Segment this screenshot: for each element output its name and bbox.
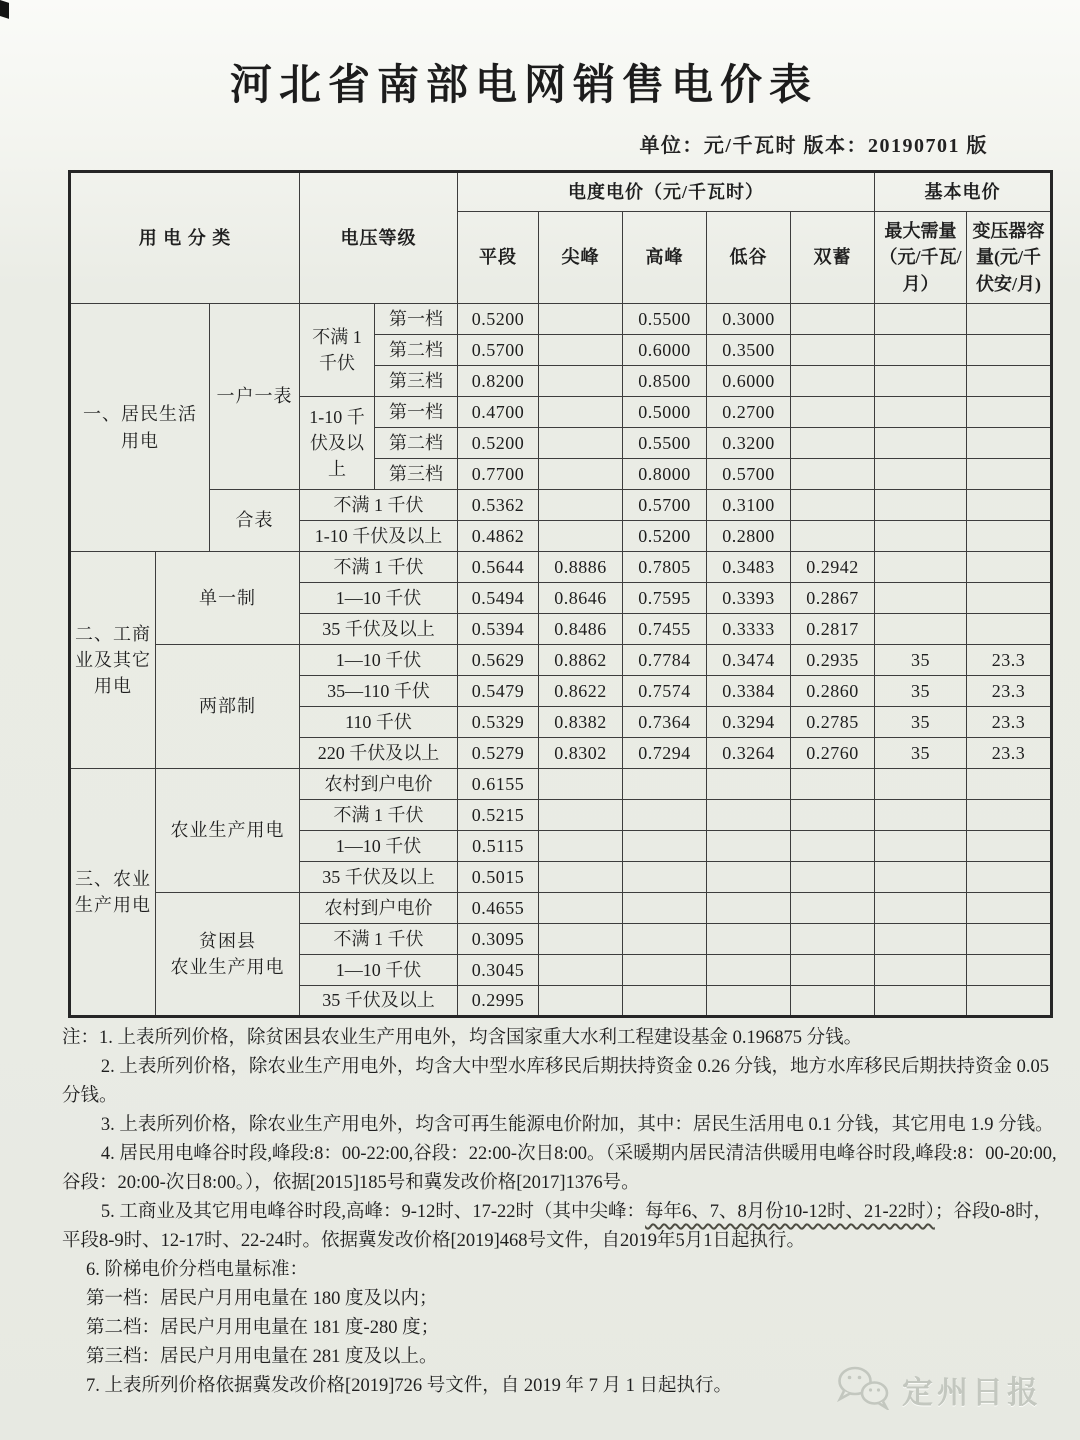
price-max-demand: 35: [875, 738, 967, 769]
scan-corner-artifact: [0, 0, 9, 19]
empty-cell: [967, 304, 1052, 335]
price-flat: 0.5700: [458, 335, 539, 366]
note-4: 4. 居民用电峰谷时段,峰段:8：00-22:00,谷段：22:00-次日8:00。（采暖期内居民清洁供暖用电峰谷时段,峰段:8：00-20:00,谷段：20:00-次日8:00。），依据[2015]185号和冀发改价格[2017]1376号。: [62, 1144, 1057, 1193]
footnotes: [62, 1024, 1066, 1401]
empty-cell: [791, 769, 875, 800]
note-5-post: ；谷段0-8时，平段8-9时、12-17时、22-24时。依据冀发改价格[2019]468号文件，自2019年5月1日起执行。: [62, 1202, 1053, 1251]
voltage-label: 35 千伏及以上: [300, 862, 458, 893]
empty-cell: [623, 986, 707, 1017]
price-peak: 0.8500: [623, 366, 707, 397]
empty-cell: [623, 862, 707, 893]
newspaper-watermark: [834, 1364, 1042, 1415]
empty-cell: [791, 490, 875, 521]
price-flat: 0.5494: [458, 583, 539, 614]
watermark-text: 定州日报: [902, 1375, 1042, 1410]
price-valley: 0.3200: [707, 428, 791, 459]
empty-cell: [539, 335, 623, 366]
empty-cell: [875, 800, 967, 831]
price-flat: 0.5279: [458, 738, 539, 769]
empty-cell: [791, 459, 875, 490]
empty-cell: [967, 831, 1052, 862]
header-col-dual: 双蓄: [791, 212, 875, 304]
note-5-pre: 5. 工商业及其它用电峰谷时段,高峰：9-12时、17-22时（其中尖峰：: [100, 1202, 646, 1222]
group-agri-label: 农业生产用电: [156, 769, 300, 893]
empty-cell: [791, 397, 875, 428]
price-valley: 0.2800: [707, 521, 791, 552]
price-valley: 0.3474: [707, 645, 791, 676]
tier-label: 第二档: [375, 335, 458, 366]
empty-cell: [539, 831, 623, 862]
empty-cell: [967, 521, 1052, 552]
price-max-demand: 35: [875, 676, 967, 707]
empty-cell: [539, 459, 623, 490]
price-flat: 0.8200: [458, 366, 539, 397]
price-dual: 0.2942: [791, 552, 875, 583]
wechat-bubbles-icon: [834, 1364, 892, 1415]
empty-cell: [623, 800, 707, 831]
note-6: 6. 阶梯电价分档电量标准：: [86, 1260, 309, 1280]
price-valley: 0.3333: [707, 614, 791, 645]
empty-cell: [967, 490, 1052, 521]
empty-cell: [791, 986, 875, 1017]
voltage-label: 1—10 千伏: [300, 583, 458, 614]
price-peak: 0.7805: [623, 552, 707, 583]
empty-cell: [623, 769, 707, 800]
price-valley: 0.3500: [707, 335, 791, 366]
price-dual: 0.2860: [791, 676, 875, 707]
voltage-label: 1-10 千伏及以上: [300, 521, 458, 552]
voltage-label: 不满 1 千伏: [300, 490, 458, 521]
price-flat: 0.5479: [458, 676, 539, 707]
empty-cell: [539, 986, 623, 1017]
empty-cell: [967, 552, 1052, 583]
note-1: 注：1. 上表所列价格，除贫困县农业生产用电外，均含国家重大水利工程建设基金 0.196875 分钱。: [62, 1028, 863, 1048]
price-valley: 0.2700: [707, 397, 791, 428]
header-energy-price-group: 电度电价（元/千瓦时）: [458, 172, 875, 212]
price-flat: 0.5115: [458, 831, 539, 862]
empty-cell: [875, 521, 967, 552]
voltage-label: 农村到户电价: [300, 893, 458, 924]
price-dual: 0.2760: [791, 738, 875, 769]
note-6-tier2: 第二档：居民户月用电量在 181 度-280 度；: [86, 1318, 440, 1338]
empty-cell: [875, 490, 967, 521]
header-col-valley: 低谷: [707, 212, 791, 304]
price-peak: 0.5000: [623, 397, 707, 428]
price-valley: 0.3384: [707, 676, 791, 707]
price-sharp: 0.8886: [539, 552, 623, 583]
header-col-sharp: 尖峰: [539, 212, 623, 304]
price-valley: 0.3264: [707, 738, 791, 769]
price-valley: 0.3100: [707, 490, 791, 521]
price-peak: 0.5500: [623, 428, 707, 459]
group-poor-county-label: [156, 893, 300, 1017]
price-flat: 0.5629: [458, 645, 539, 676]
empty-cell: [539, 366, 623, 397]
price-flat: 0.5644: [458, 552, 539, 583]
price-flat: 0.5362: [458, 490, 539, 521]
price-valley: 0.3294: [707, 707, 791, 738]
price-flat: 0.5394: [458, 614, 539, 645]
price-flat: 0.5200: [458, 304, 539, 335]
empty-cell: [967, 955, 1052, 986]
empty-cell: [967, 986, 1052, 1017]
note-2: 2. 上表所列价格，除农业生产用电外，均含大中型水库移民后期扶持资金 0.26 分钱，地方水库移民后期扶持资金 0.05 分钱。: [62, 1057, 1049, 1106]
voltage-label: 农村到户电价: [300, 769, 458, 800]
empty-cell: [875, 955, 967, 986]
group-poor-county-line2: 农业生产用电: [170, 957, 285, 977]
voltage-label: 110 千伏: [300, 707, 458, 738]
empty-cell: [967, 862, 1052, 893]
price-peak: 0.8000: [623, 459, 707, 490]
price-sharp: 0.8862: [539, 645, 623, 676]
price-sharp: 0.8622: [539, 676, 623, 707]
empty-cell: [707, 955, 791, 986]
empty-cell: [875, 893, 967, 924]
price-flat: 0.4700: [458, 397, 539, 428]
empty-cell: [539, 304, 623, 335]
empty-cell: [967, 366, 1052, 397]
empty-cell: [707, 800, 791, 831]
empty-cell: [967, 428, 1052, 459]
price-valley: 0.5700: [707, 459, 791, 490]
price-dual: 0.2785: [791, 707, 875, 738]
price-max-demand: 35: [875, 707, 967, 738]
price-peak: 0.7784: [623, 645, 707, 676]
empty-cell: [967, 459, 1052, 490]
empty-cell: [791, 924, 875, 955]
note-7: 7. 上表所列价格依据冀发改价格[2019]726 号文件，自 2019 年 7 月 1 日起执行。: [86, 1376, 732, 1396]
tier-label: 第一档: [375, 397, 458, 428]
price-peak: 0.7455: [623, 614, 707, 645]
empty-cell: [875, 366, 967, 397]
price-flat: 0.2995: [458, 986, 539, 1017]
header-col-peak: 高峰: [623, 212, 707, 304]
empty-cell: [791, 800, 875, 831]
empty-cell: [967, 769, 1052, 800]
empty-cell: [875, 335, 967, 366]
price-peak: 0.7595: [623, 583, 707, 614]
price-flat: 0.5329: [458, 707, 539, 738]
unit-version-line: 单位：元/千瓦时 版本：20190701 版: [639, 135, 988, 157]
empty-cell: [707, 831, 791, 862]
empty-cell: [623, 831, 707, 862]
price-flat: 0.4862: [458, 521, 539, 552]
price-sharp: 0.8302: [539, 738, 623, 769]
empty-cell: [875, 552, 967, 583]
empty-cell: [875, 583, 967, 614]
empty-cell: [967, 397, 1052, 428]
group-single-rate-label: 单一制: [156, 552, 300, 645]
empty-cell: [875, 614, 967, 645]
note-5-underlined-text: 每年6、7、8月份10-12时、21-22时）: [645, 1202, 935, 1222]
empty-cell: [967, 335, 1052, 366]
price-dual: 0.2817: [791, 614, 875, 645]
header-col-transformer: 变压器容量(元/千伏安/月): [967, 212, 1052, 304]
empty-cell: [623, 893, 707, 924]
voltage-1-10kv-label: 1-10 千伏及以上: [300, 397, 375, 490]
price-flat: 0.6155: [458, 769, 539, 800]
header-basic-price-group: 基本电价: [875, 172, 1052, 212]
header-col-flat: 平段: [458, 212, 539, 304]
voltage-label: 1—10 千伏: [300, 955, 458, 986]
empty-cell: [875, 862, 967, 893]
empty-cell: [875, 831, 967, 862]
empty-cell: [967, 924, 1052, 955]
price-flat: 0.5015: [458, 862, 539, 893]
empty-cell: [707, 862, 791, 893]
empty-cell: [623, 924, 707, 955]
voltage-label: 不满 1 千伏: [300, 800, 458, 831]
empty-cell: [707, 986, 791, 1017]
price-dual: 0.2935: [791, 645, 875, 676]
price-valley: 0.3483: [707, 552, 791, 583]
empty-cell: [539, 893, 623, 924]
empty-cell: [539, 769, 623, 800]
section-agricultural-label: 三、农业生产用电: [70, 769, 156, 1017]
empty-cell: [791, 955, 875, 986]
voltage-label: 35—110 千伏: [300, 676, 458, 707]
empty-cell: [875, 304, 967, 335]
group-combined-meter-label: 合表: [210, 490, 300, 552]
price-flat: 0.5215: [458, 800, 539, 831]
group-two-part-label: 两部制: [156, 645, 300, 769]
empty-cell: [967, 800, 1052, 831]
tier-label: 第二档: [375, 428, 458, 459]
note-5: [62, 1198, 1066, 1256]
price-peak: 0.5700: [623, 490, 707, 521]
empty-cell: [967, 893, 1052, 924]
voltage-lt1kv-label: 不满 1 千伏: [300, 304, 375, 397]
empty-cell: [539, 862, 623, 893]
empty-cell: [539, 924, 623, 955]
empty-cell: [875, 428, 967, 459]
empty-cell: [967, 583, 1052, 614]
empty-cell: [875, 459, 967, 490]
empty-cell: [791, 304, 875, 335]
price-peak: 0.6000: [623, 335, 707, 366]
empty-cell: [875, 924, 967, 955]
empty-cell: [791, 893, 875, 924]
voltage-label: 不满 1 千伏: [300, 552, 458, 583]
price-max-demand: 35: [875, 645, 967, 676]
voltage-label: 不满 1 千伏: [300, 924, 458, 955]
price-flat: 0.4655: [458, 893, 539, 924]
price-sharp: 0.8382: [539, 707, 623, 738]
price-flat: 0.3045: [458, 955, 539, 986]
price-peak: 0.7364: [623, 707, 707, 738]
note-6-tier3: 第三档：居民户月用电量在 281 度及以上。: [86, 1347, 438, 1367]
section-residential-label: 一、居民生活用电: [70, 304, 210, 552]
empty-cell: [539, 800, 623, 831]
empty-cell: [967, 614, 1052, 645]
price-peak: 0.7574: [623, 676, 707, 707]
voltage-label: 35 千伏及以上: [300, 986, 458, 1017]
empty-cell: [539, 397, 623, 428]
empty-cell: [539, 490, 623, 521]
tier-label: 第三档: [375, 459, 458, 490]
empty-cell: [875, 769, 967, 800]
price-peak: 0.5500: [623, 304, 707, 335]
price-valley: 0.3393: [707, 583, 791, 614]
tier-label: 第一档: [375, 304, 458, 335]
price-valley: 0.3000: [707, 304, 791, 335]
price-peak: 0.7294: [623, 738, 707, 769]
price-transformer-capacity: 23.3: [967, 645, 1052, 676]
empty-cell: [707, 893, 791, 924]
price-transformer-capacity: 23.3: [967, 707, 1052, 738]
price-valley: 0.6000: [707, 366, 791, 397]
empty-cell: [791, 831, 875, 862]
electricity-price-table: [68, 170, 1053, 1018]
page-title: 河北省南部电网销售电价表: [229, 63, 818, 109]
empty-cell: [539, 521, 623, 552]
note-6-tier1: 第一档：居民户月用电量在 180 度及以内；: [86, 1289, 438, 1309]
empty-cell: [875, 986, 967, 1017]
empty-cell: [791, 366, 875, 397]
empty-cell: [875, 397, 967, 428]
empty-cell: [791, 428, 875, 459]
price-peak: 0.5200: [623, 521, 707, 552]
header-col-max-demand: 最大需量（元/千瓦/月）: [875, 212, 967, 304]
empty-cell: [539, 428, 623, 459]
price-transformer-capacity: 23.3: [967, 676, 1052, 707]
tier-label: 第三档: [375, 366, 458, 397]
voltage-label: 35 千伏及以上: [300, 614, 458, 645]
price-dual: 0.2867: [791, 583, 875, 614]
empty-cell: [707, 769, 791, 800]
price-sharp: 0.8486: [539, 614, 623, 645]
empty-cell: [707, 924, 791, 955]
price-transformer-capacity: 23.3: [967, 738, 1052, 769]
empty-cell: [791, 862, 875, 893]
price-flat: 0.3095: [458, 924, 539, 955]
price-sharp: 0.8646: [539, 583, 623, 614]
group-poor-county-line1: 贫困县: [199, 930, 256, 951]
voltage-label: 1—10 千伏: [300, 645, 458, 676]
header-voltage-level: 电压等级: [300, 172, 458, 304]
note-3: 3. 上表所列价格，除农业生产用电外，均含可再生能源电价附加，其中：居民生活用电 0.1 分钱，其它用电 1.9 分钱。: [100, 1115, 1054, 1135]
empty-cell: [791, 521, 875, 552]
empty-cell: [791, 335, 875, 366]
voltage-label: 220 千伏及以上: [300, 738, 458, 769]
empty-cell: [623, 955, 707, 986]
section-industrial-label: 二、工商业及其它用电: [70, 552, 156, 769]
voltage-label: 1—10 千伏: [300, 831, 458, 862]
header-classification: 用 电 分 类: [70, 172, 300, 304]
price-flat: 0.5200: [458, 428, 539, 459]
group-one-meter-label: 一户一表: [210, 304, 300, 490]
price-flat: 0.7700: [458, 459, 539, 490]
empty-cell: [539, 955, 623, 986]
